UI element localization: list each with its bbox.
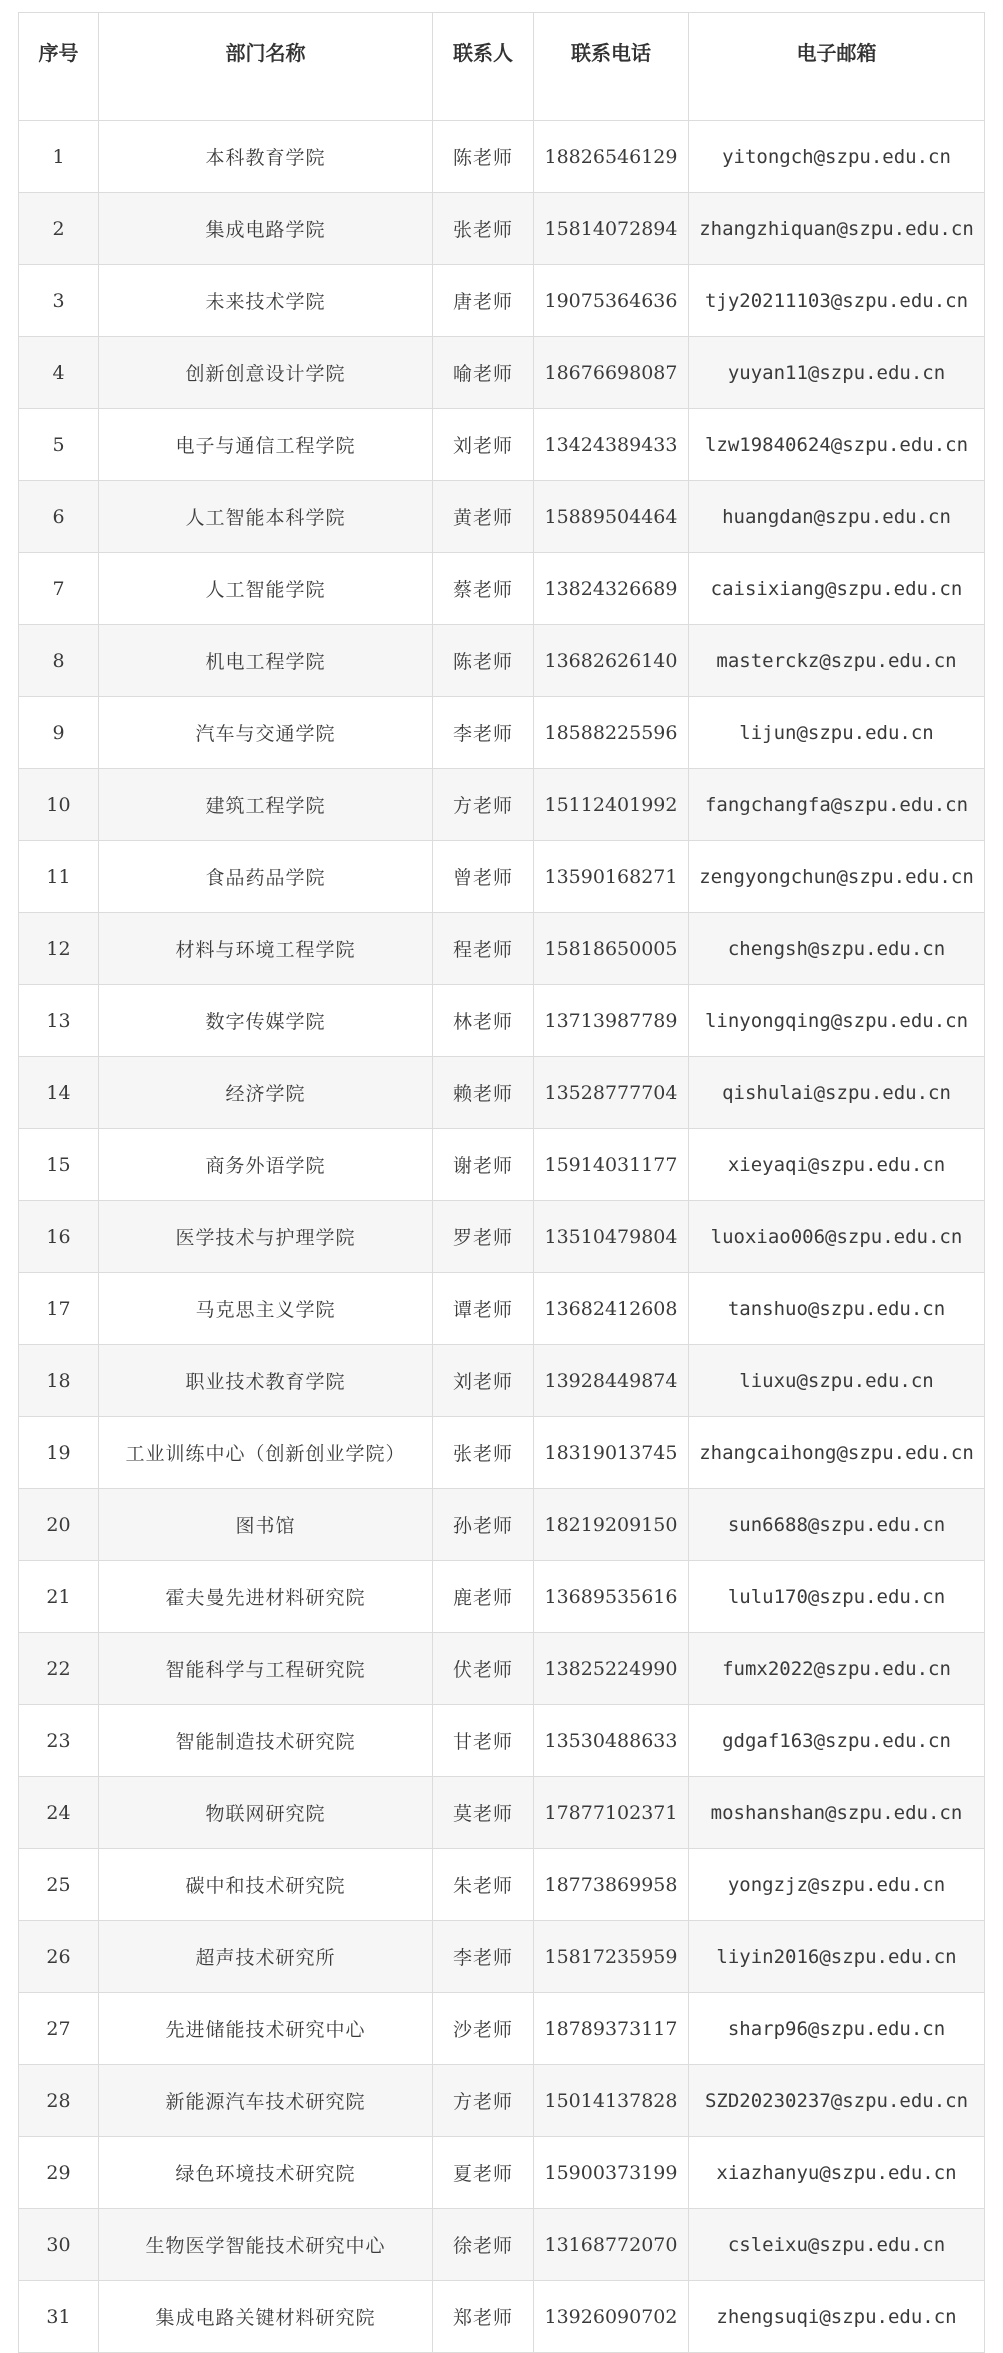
table-row — [19, 2209, 985, 2281]
cell-contact-person: 方老师 — [433, 2065, 534, 2137]
cell-contact-person: 喻老师 — [433, 337, 534, 409]
cell-contact-person: 陈老师 — [433, 121, 534, 193]
cell-contact-phone: 13530488633 — [534, 1705, 689, 1777]
cell-contact-person: 曾老师 — [433, 841, 534, 913]
cell-contact-phone: 18219209150 — [534, 1489, 689, 1561]
cell-index: 20 — [19, 1489, 99, 1561]
table-row — [19, 1561, 985, 1633]
cell-contact-person: 伏老师 — [433, 1633, 534, 1705]
cell-index: 16 — [19, 1201, 99, 1273]
cell-index: 13 — [19, 985, 99, 1057]
cell-email: fumx2022@szpu.edu.cn — [689, 1633, 985, 1705]
cell-email: luoxiao006@szpu.edu.cn — [689, 1201, 985, 1273]
cell-index: 4 — [19, 337, 99, 409]
cell-contact-person: 罗老师 — [433, 1201, 534, 1273]
table-row — [19, 913, 985, 985]
table-row — [19, 409, 985, 481]
cell-index: 29 — [19, 2137, 99, 2209]
cell-department-name: 物联网研究院 — [99, 1777, 433, 1849]
table-row — [19, 481, 985, 553]
cell-department-name: 生物医学智能技术研究中心 — [99, 2209, 433, 2281]
table-row — [19, 1705, 985, 1777]
table-row — [19, 1201, 985, 1273]
cell-contact-phone: 15818650005 — [534, 913, 689, 985]
cell-contact-person: 朱老师 — [433, 1849, 534, 1921]
cell-email: sun6688@szpu.edu.cn — [689, 1489, 985, 1561]
cell-email: zhangcaihong@szpu.edu.cn — [689, 1417, 985, 1489]
cell-department-name: 食品药品学院 — [99, 841, 433, 913]
cell-index: 17 — [19, 1273, 99, 1345]
cell-contact-phone: 13825224990 — [534, 1633, 689, 1705]
cell-email: lulu170@szpu.edu.cn — [689, 1561, 985, 1633]
cell-contact-person: 程老师 — [433, 913, 534, 985]
cell-index: 6 — [19, 481, 99, 553]
cell-contact-phone: 13168772070 — [534, 2209, 689, 2281]
cell-index: 31 — [19, 2281, 99, 2353]
table-row — [19, 1417, 985, 1489]
header-department-name: 部门名称 — [99, 13, 433, 121]
cell-contact-person: 谢老师 — [433, 1129, 534, 1201]
header-row — [19, 13, 985, 121]
cell-contact-person: 甘老师 — [433, 1705, 534, 1777]
table-row — [19, 553, 985, 625]
cell-email: SZD20230237@szpu.edu.cn — [689, 2065, 985, 2137]
cell-contact-phone: 18676698087 — [534, 337, 689, 409]
cell-department-name: 工业训练中心（创新创业学院） — [99, 1417, 433, 1489]
cell-department-name: 本科教育学院 — [99, 121, 433, 193]
table-row — [19, 1489, 985, 1561]
department-contact-table — [18, 12, 985, 2353]
cell-index: 11 — [19, 841, 99, 913]
cell-contact-phone: 13824326689 — [534, 553, 689, 625]
cell-email: sharp96@szpu.edu.cn — [689, 1993, 985, 2065]
cell-contact-phone: 13590168271 — [534, 841, 689, 913]
cell-contact-phone: 15014137828 — [534, 2065, 689, 2137]
cell-contact-phone: 15814072894 — [534, 193, 689, 265]
cell-contact-phone: 18319013745 — [534, 1417, 689, 1489]
cell-index: 12 — [19, 913, 99, 985]
cell-index: 2 — [19, 193, 99, 265]
cell-email: fangchangfa@szpu.edu.cn — [689, 769, 985, 841]
cell-contact-person: 刘老师 — [433, 409, 534, 481]
cell-contact-person: 张老师 — [433, 1417, 534, 1489]
cell-email: zhangzhiquan@szpu.edu.cn — [689, 193, 985, 265]
cell-contact-phone: 13424389433 — [534, 409, 689, 481]
cell-contact-phone: 15900373199 — [534, 2137, 689, 2209]
cell-department-name: 医学技术与护理学院 — [99, 1201, 433, 1273]
cell-department-name: 经济学院 — [99, 1057, 433, 1129]
cell-index: 21 — [19, 1561, 99, 1633]
cell-contact-phone: 13689535616 — [534, 1561, 689, 1633]
cell-contact-person: 张老师 — [433, 193, 534, 265]
cell-department-name: 超声技术研究所 — [99, 1921, 433, 1993]
cell-department-name: 集成电路学院 — [99, 193, 433, 265]
table-row — [19, 1993, 985, 2065]
cell-index: 25 — [19, 1849, 99, 1921]
cell-contact-phone: 15889504464 — [534, 481, 689, 553]
cell-department-name: 碳中和技术研究院 — [99, 1849, 433, 1921]
header-contact-person: 联系人 — [433, 13, 534, 121]
table-row — [19, 1129, 985, 1201]
cell-email: tanshuo@szpu.edu.cn — [689, 1273, 985, 1345]
cell-email: gdgaf163@szpu.edu.cn — [689, 1705, 985, 1777]
table-body — [19, 121, 985, 2353]
cell-email: yuyan11@szpu.edu.cn — [689, 337, 985, 409]
cell-email: qishulai@szpu.edu.cn — [689, 1057, 985, 1129]
cell-email: yitongch@szpu.edu.cn — [689, 121, 985, 193]
cell-email: linyongqing@szpu.edu.cn — [689, 985, 985, 1057]
cell-contact-person: 李老师 — [433, 697, 534, 769]
cell-email: lijun@szpu.edu.cn — [689, 697, 985, 769]
cell-department-name: 绿色环境技术研究院 — [99, 2137, 433, 2209]
cell-index: 3 — [19, 265, 99, 337]
cell-contact-person: 黄老师 — [433, 481, 534, 553]
cell-contact-person: 林老师 — [433, 985, 534, 1057]
cell-department-name: 材料与环境工程学院 — [99, 913, 433, 985]
cell-department-name: 智能制造技术研究院 — [99, 1705, 433, 1777]
cell-department-name: 未来技术学院 — [99, 265, 433, 337]
cell-index: 22 — [19, 1633, 99, 1705]
table-row — [19, 2065, 985, 2137]
table-row — [19, 697, 985, 769]
cell-contact-person: 方老师 — [433, 769, 534, 841]
table-row — [19, 1849, 985, 1921]
cell-contact-phone: 15112401992 — [534, 769, 689, 841]
cell-department-name: 新能源汽车技术研究院 — [99, 2065, 433, 2137]
cell-contact-phone: 13682412608 — [534, 1273, 689, 1345]
cell-department-name: 人工智能本科学院 — [99, 481, 433, 553]
cell-email: caisixiang@szpu.edu.cn — [689, 553, 985, 625]
cell-contact-phone: 13713987789 — [534, 985, 689, 1057]
table-row — [19, 193, 985, 265]
header-email: 电子邮箱 — [689, 13, 985, 121]
cell-contact-phone: 18773869958 — [534, 1849, 689, 1921]
cell-department-name: 霍夫曼先进材料研究院 — [99, 1561, 433, 1633]
cell-contact-phone: 15914031177 — [534, 1129, 689, 1201]
cell-department-name: 商务外语学院 — [99, 1129, 433, 1201]
cell-department-name: 人工智能学院 — [99, 553, 433, 625]
cell-email: liyin2016@szpu.edu.cn — [689, 1921, 985, 1993]
cell-contact-person: 徐老师 — [433, 2209, 534, 2281]
table-row — [19, 1633, 985, 1705]
cell-email: huangdan@szpu.edu.cn — [689, 481, 985, 553]
table-row — [19, 1345, 985, 1417]
cell-email: lzw19840624@szpu.edu.cn — [689, 409, 985, 481]
table-row — [19, 337, 985, 409]
cell-contact-person: 蔡老师 — [433, 553, 534, 625]
cell-index: 5 — [19, 409, 99, 481]
cell-contact-phone: 13926090702 — [534, 2281, 689, 2353]
cell-department-name: 创新创意设计学院 — [99, 337, 433, 409]
cell-department-name: 智能科学与工程研究院 — [99, 1633, 433, 1705]
cell-contact-person: 鹿老师 — [433, 1561, 534, 1633]
cell-email: chengsh@szpu.edu.cn — [689, 913, 985, 985]
cell-department-name: 马克思主义学院 — [99, 1273, 433, 1345]
table-row — [19, 1057, 985, 1129]
cell-department-name: 机电工程学院 — [99, 625, 433, 697]
cell-contact-phone: 13928449874 — [534, 1345, 689, 1417]
cell-email: zengyongchun@szpu.edu.cn — [689, 841, 985, 913]
cell-contact-phone: 15817235959 — [534, 1921, 689, 1993]
table-row — [19, 265, 985, 337]
cell-department-name: 图书馆 — [99, 1489, 433, 1561]
cell-contact-phone: 19075364636 — [534, 265, 689, 337]
cell-index: 30 — [19, 2209, 99, 2281]
table-header — [19, 13, 985, 121]
cell-contact-person: 唐老师 — [433, 265, 534, 337]
cell-index: 7 — [19, 553, 99, 625]
cell-department-name: 电子与通信工程学院 — [99, 409, 433, 481]
cell-index: 18 — [19, 1345, 99, 1417]
cell-contact-phone: 13510479804 — [534, 1201, 689, 1273]
cell-contact-phone: 17877102371 — [534, 1777, 689, 1849]
cell-department-name: 职业技术教育学院 — [99, 1345, 433, 1417]
cell-contact-person: 谭老师 — [433, 1273, 534, 1345]
cell-contact-person: 沙老师 — [433, 1993, 534, 2065]
cell-index: 26 — [19, 1921, 99, 1993]
cell-department-name: 集成电路关键材料研究院 — [99, 2281, 433, 2353]
cell-department-name: 先进储能技术研究中心 — [99, 1993, 433, 2065]
table-row — [19, 2137, 985, 2209]
cell-contact-person: 莫老师 — [433, 1777, 534, 1849]
cell-email: zhengsuqi@szpu.edu.cn — [689, 2281, 985, 2353]
cell-contact-person: 李老师 — [433, 1921, 534, 1993]
header-contact-phone: 联系电话 — [534, 13, 689, 121]
cell-index: 27 — [19, 1993, 99, 2065]
cell-index: 19 — [19, 1417, 99, 1489]
cell-email: tjy20211103@szpu.edu.cn — [689, 265, 985, 337]
cell-email: xieyaqi@szpu.edu.cn — [689, 1129, 985, 1201]
table-row — [19, 121, 985, 193]
cell-contact-phone: 18826546129 — [534, 121, 689, 193]
cell-contact-person: 孙老师 — [433, 1489, 534, 1561]
table-row — [19, 841, 985, 913]
cell-index: 23 — [19, 1705, 99, 1777]
cell-contact-phone: 18789373117 — [534, 1993, 689, 2065]
header-index: 序号 — [19, 13, 99, 121]
table-row — [19, 625, 985, 697]
cell-contact-phone: 13528777704 — [534, 1057, 689, 1129]
cell-contact-person: 赖老师 — [433, 1057, 534, 1129]
cell-email: csleixu@szpu.edu.cn — [689, 2209, 985, 2281]
table-row — [19, 1273, 985, 1345]
table-row — [19, 1921, 985, 1993]
cell-department-name: 数字传媒学院 — [99, 985, 433, 1057]
cell-department-name: 建筑工程学院 — [99, 769, 433, 841]
cell-email: yongzjz@szpu.edu.cn — [689, 1849, 985, 1921]
cell-contact-person: 陈老师 — [433, 625, 534, 697]
cell-email: xiazhanyu@szpu.edu.cn — [689, 2137, 985, 2209]
table-row — [19, 769, 985, 841]
cell-index: 8 — [19, 625, 99, 697]
cell-email: liuxu@szpu.edu.cn — [689, 1345, 985, 1417]
cell-email: moshanshan@szpu.edu.cn — [689, 1777, 985, 1849]
cell-index: 15 — [19, 1129, 99, 1201]
cell-contact-phone: 18588225596 — [534, 697, 689, 769]
cell-contact-person: 刘老师 — [433, 1345, 534, 1417]
cell-index: 24 — [19, 1777, 99, 1849]
cell-contact-person: 夏老师 — [433, 2137, 534, 2209]
cell-index: 9 — [19, 697, 99, 769]
table-row — [19, 1777, 985, 1849]
cell-index: 28 — [19, 2065, 99, 2137]
cell-department-name: 汽车与交通学院 — [99, 697, 433, 769]
cell-index: 10 — [19, 769, 99, 841]
cell-email: masterckz@szpu.edu.cn — [689, 625, 985, 697]
table-row — [19, 985, 985, 1057]
cell-index: 1 — [19, 121, 99, 193]
cell-contact-person: 郑老师 — [433, 2281, 534, 2353]
cell-index: 14 — [19, 1057, 99, 1129]
table-row — [19, 2281, 985, 2353]
cell-contact-phone: 13682626140 — [534, 625, 689, 697]
